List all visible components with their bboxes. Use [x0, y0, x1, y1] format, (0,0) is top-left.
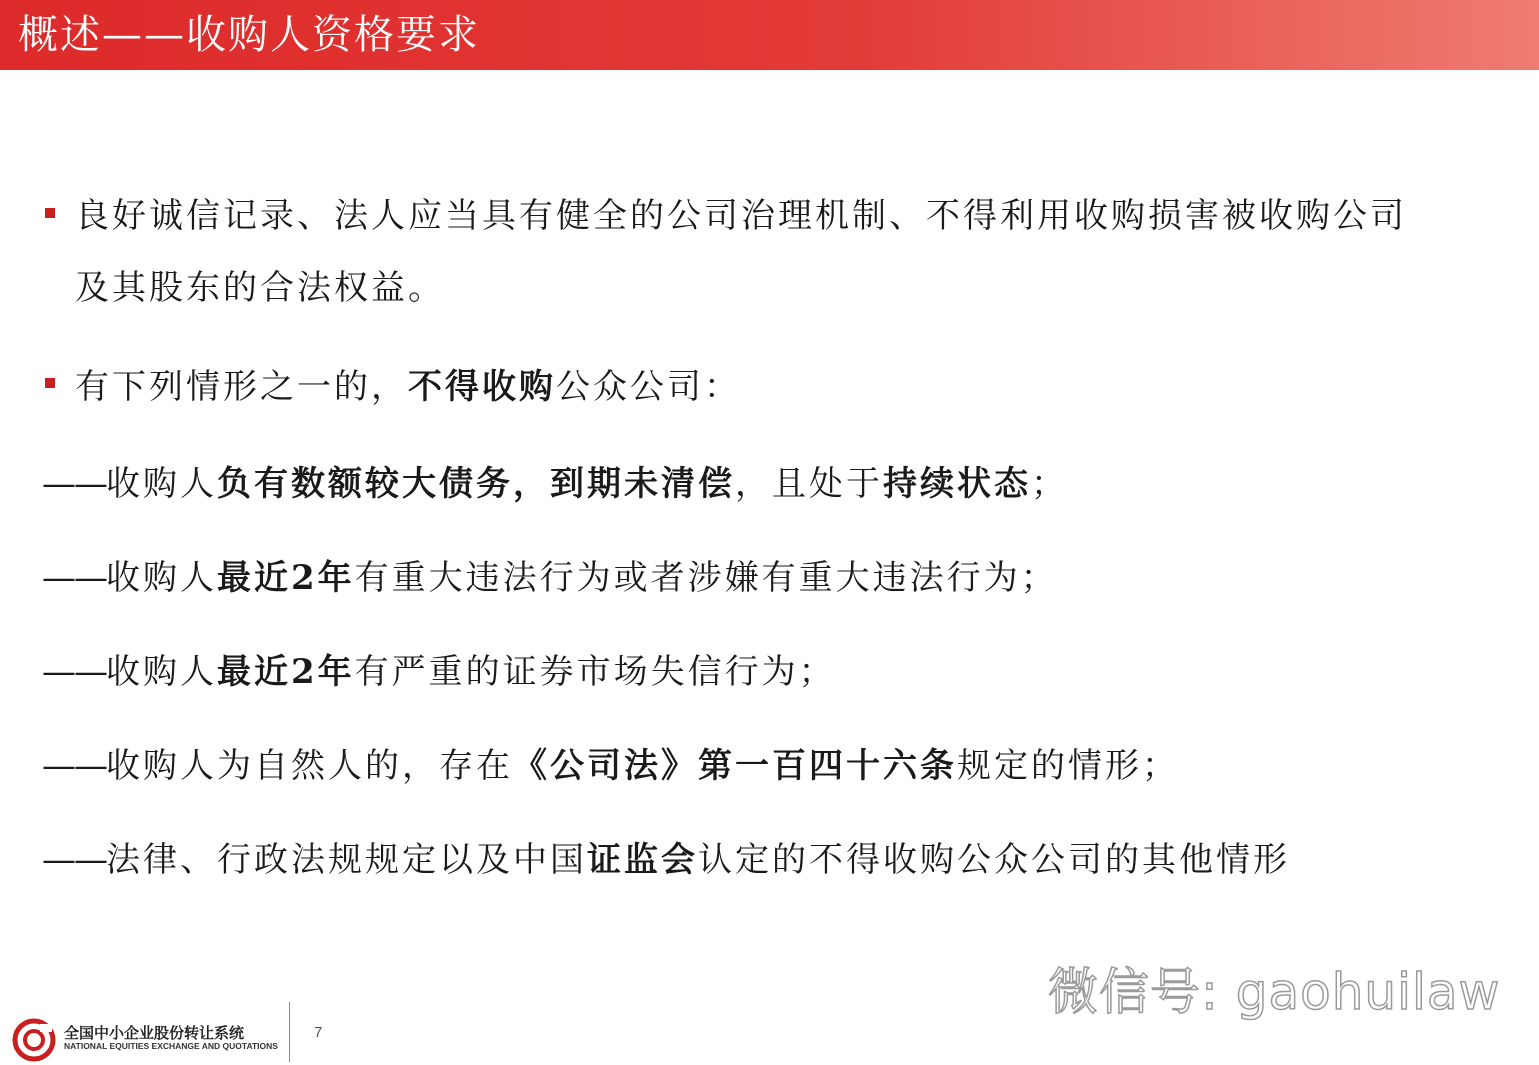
wechat-watermark: 微信号: gaohuilaw — [1048, 963, 1501, 1021]
item-text: 法律、行政法规规定以及中国 — [106, 840, 587, 880]
neeq-logo-icon — [12, 1018, 56, 1062]
dash-item-4 — [42, 746, 1179, 786]
footer-divider — [289, 1002, 290, 1062]
title-bar — [0, 0, 1539, 70]
item-emphasis: 持续状态 — [883, 464, 1031, 504]
bullet-2-text-end: 公众公司： — [556, 367, 741, 407]
item-emphasis: 最近2年 — [217, 558, 355, 598]
item-emphasis: 最近2年 — [217, 652, 355, 692]
item-text: 收购人 — [106, 464, 217, 504]
item-emphasis: 《公司法》第一百四十六条 — [513, 746, 957, 786]
dash-item-5 — [42, 840, 1290, 880]
dash-marker: —— — [42, 840, 106, 880]
neeq-logo — [8, 1010, 288, 1060]
dash-marker: —— — [42, 464, 106, 504]
item-text: 收购人为自然人的，存在 — [106, 746, 513, 786]
item-text: 有严重的证券市场失信行为； — [354, 652, 836, 692]
dash-marker: —— — [42, 652, 106, 692]
slide-title: 概述——收购人资格要求 — [18, 12, 480, 58]
bullet-marker — [45, 208, 55, 218]
item-text: 有重大违法行为或者涉嫌有重大违法行为； — [354, 558, 1058, 598]
dash-item-2 — [42, 558, 1058, 598]
logo-chinese-name: 全国中小企业股份转让系统 — [64, 1024, 245, 1042]
item-text: 收购人 — [106, 652, 217, 692]
item-emphasis: 负有数额较大债务，到期未清偿 — [217, 464, 735, 504]
bullet-2-emphasis: 不得收购 — [408, 367, 556, 407]
bullet-2-text: 有下列情形之一的， — [75, 367, 408, 407]
dash-marker: —— — [42, 746, 106, 786]
bullet-1-line-1: 良好诚信记录、法人应当具有健全的公司治理机制、不得利用收购损害被收购公司 — [75, 196, 1407, 236]
dash-item-3 — [42, 652, 836, 692]
dash-item-1 — [42, 464, 1068, 504]
bullet-marker — [45, 378, 55, 388]
item-text: 收购人 — [106, 558, 217, 598]
item-text: ，且处于 — [735, 464, 883, 504]
bullet-2-line — [75, 367, 741, 407]
item-emphasis: 证监会 — [587, 840, 698, 880]
bullet-1-line-2: 及其股东的合法权益。 — [75, 268, 445, 308]
page-number: 7 — [314, 1024, 323, 1041]
item-text: 规定的情形； — [957, 746, 1179, 786]
item-text: ； — [1031, 464, 1068, 504]
item-text: 认定的不得收购公众公司的其他情形 — [698, 840, 1290, 880]
dash-marker: —— — [42, 558, 106, 598]
logo-english-name: NATIONAL EQUITIES EXCHANGE AND QUOTATIONS — [64, 1041, 278, 1051]
